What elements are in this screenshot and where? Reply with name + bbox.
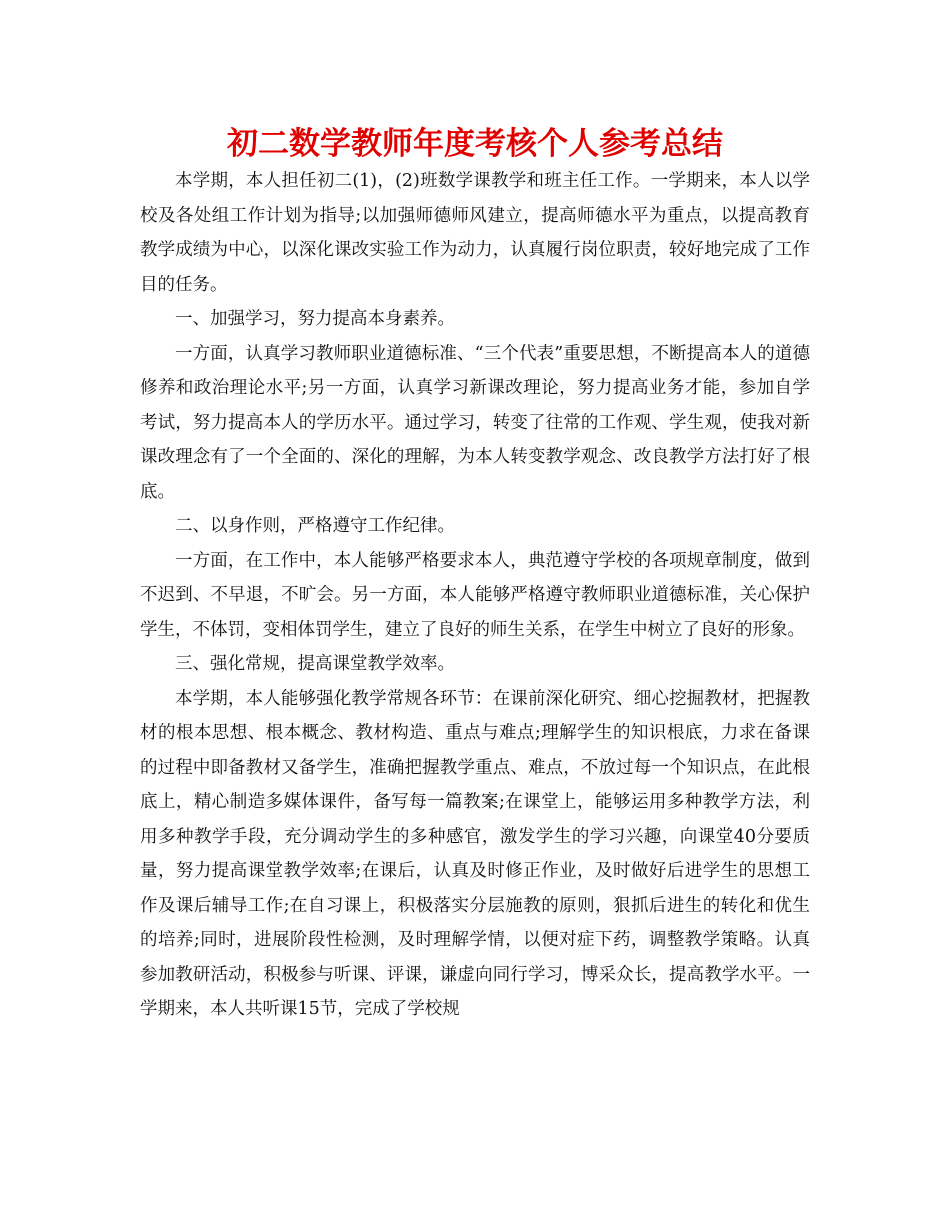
section-heading-teaching: 三、强化常规，提高课堂教学效率。 bbox=[175, 654, 455, 674]
paragraph-discipline: 一方面，在工作中，本人能够严格要求本人，典范遵守学校的各项规章制度，做到不迟到、不早退，不旷会。另一方面，本人能够严格遵守教师职业道德标准，关心保护学生，不体罚，变相体罚学生，建立了良好的师生关系，在学生中树立了良好的形象。 bbox=[140, 550, 810, 640]
paragraph-intro: 本学期，本人担任初二(1)，(2)班数学课教学和班主任工作。一学期来，本人以学校及各处组工作计划为指导;以加强师德师风建立，提高师德水平为重点，以提高教育教学成绩为中心，以深化课改实验工作为动力，认真履行岗位职责，较好地完成了工作目的任务。 bbox=[140, 171, 810, 295]
document-body bbox=[140, 164, 810, 1027]
paragraph-study: 一方面，认真学习教师职业道德标准、“三个代表”重要思想，不断提高本人的道德修养和政治理论水平;另一方面，认真学习新课改理论，努力提高业务才能，参加自学考试，努力提高本人的学历水平。通过学习，转变了往常的工作观、学生观，使我对新课改理念有了一个全面的、深化的理解，为本人转变教学观念、改良教学方法打好了根底。 bbox=[140, 343, 810, 502]
paragraph-teaching: 本学期，本人能够强化教学常规各环节：在课前深化研究、细心挖掘教材，把握教材的根本思想、根本概念、教材构造、重点与难点;理解学生的知识根底，力求在备课的过程中即备教材又备学生，准确把握教学重点、难点，不放过每一个知识点，在此根底上，精心制造多媒体课件，备写每一篇教案;在课堂上，能够运用多种教学方法，利用多种教学手段，充分调动学生的多种感官，激发学生的学习兴趣，向课堂40分要质量，努力提高课堂教学效率;在课后，认真及时修正作业，及时做好后进学生的思想工作及课后辅导工作;在自习课上，积极落实分层施教的原则，狠抓后进生的转化和优生的培养;同时，进展阶段性检测，及时理解学情，以便对症下药，调整教学策略。认真参加教研活动，积极参与听课、评课，谦虚向同行学习，博采众长，提高教学水平。一学期来，本人共听课15节，完成了学校规 bbox=[140, 688, 810, 1019]
document-title: 初二数学教师年度考核个人参考总结 bbox=[227, 126, 723, 162]
section-heading-discipline: 二、以身作则，严格遵守工作纪律。 bbox=[175, 516, 455, 536]
section-heading-study: 一、加强学习，努力提高本身素养。 bbox=[175, 309, 455, 329]
